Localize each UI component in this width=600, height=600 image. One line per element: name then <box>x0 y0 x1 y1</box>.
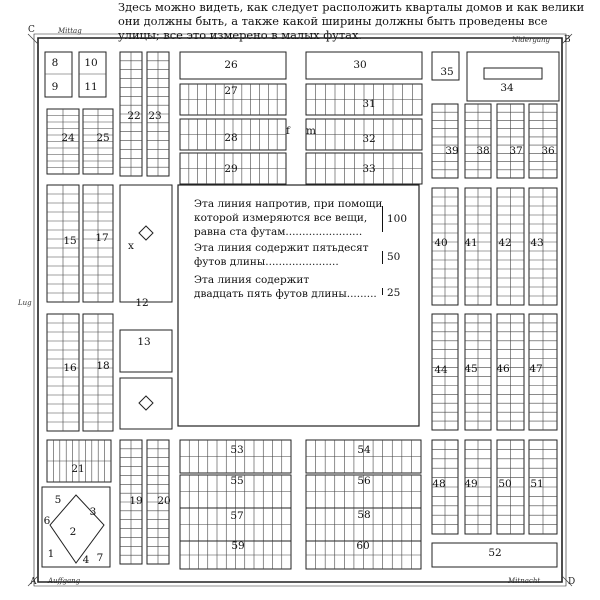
block-label-b48: 48 <box>432 478 446 490</box>
block-label-b56: 56 <box>357 475 371 487</box>
legend-line-1: Эта линия напротив, при помощи <box>194 198 383 210</box>
block-label-b52: 52 <box>488 547 502 559</box>
scale-bar-50 <box>382 251 383 264</box>
block-label-b38: 38 <box>476 145 490 157</box>
block-label-b50: 50 <box>498 478 512 490</box>
legend-line-3: равна ста футам....................... <box>194 226 363 238</box>
block-label-b7: 7 <box>96 552 104 564</box>
block-label-b59: 59 <box>231 540 245 552</box>
block-label-b35: 35 <box>440 66 454 78</box>
block-label-b32: 32 <box>362 133 376 145</box>
corner-bottom-left-word: Auffgang <box>48 577 81 585</box>
block-label-b17: 17 <box>95 232 109 244</box>
block-label-b9: 9 <box>51 81 59 93</box>
block-label-b27: 27 <box>224 85 238 97</box>
scale-legend <box>180 187 418 423</box>
block-label-b4: 4 <box>82 554 90 566</box>
legend-value-25: 25 <box>387 287 401 299</box>
block-label-b31: 31 <box>362 98 376 110</box>
block-label-b1: 1 <box>47 548 55 560</box>
block-label-b20: 20 <box>157 495 171 507</box>
block-label-m: m <box>306 125 316 137</box>
legend-value-50: 50 <box>387 251 401 263</box>
block-label-b3: 3 <box>89 506 97 518</box>
block-label-b10: 10 <box>84 57 98 69</box>
block-label-b53: 53 <box>230 444 244 456</box>
block-label-b54: 54 <box>357 444 371 456</box>
block-label-b55: 55 <box>230 475 244 487</box>
caption-text: Здесь можно видеть, как следует расположить кварталы домов и как велики они должны быть, а также какой ширины должны быть проведены все улицы; все это измерено в малых футах. <box>118 0 585 42</box>
block-label-b41: 41 <box>464 237 478 249</box>
block-label-b6: 6 <box>43 515 51 527</box>
block-label-b8: 8 <box>51 57 59 69</box>
legend-line-6: Эта линия содержит <box>194 274 310 286</box>
block-label-b18: 18 <box>96 360 110 372</box>
block-label-b60: 60 <box>356 540 370 552</box>
block-label-b11: 11 <box>84 81 98 93</box>
block-label-b37: 37 <box>509 145 523 157</box>
corner-top-right-letter: B <box>564 35 571 45</box>
block-label-b24: 24 <box>61 132 75 144</box>
block-label-b45: 45 <box>464 363 478 375</box>
block-label-b57: 57 <box>230 510 244 522</box>
block-label-b51: 51 <box>530 478 544 490</box>
block-label-b40: 40 <box>434 237 448 249</box>
block-label-b12: 12 <box>135 297 149 309</box>
block-label-b26: 26 <box>224 59 238 71</box>
block-label-b5: 5 <box>54 494 62 506</box>
corner-bottom-left-letter: A <box>30 577 37 587</box>
block-label-b34: 34 <box>500 82 514 94</box>
legend-line-2: которой измеряются все вещи, <box>194 212 368 224</box>
block-label-b58: 58 <box>357 509 371 521</box>
block-label-b25: 25 <box>96 132 110 144</box>
scale-bar-100 <box>382 206 383 232</box>
block-label-b23: 23 <box>148 110 162 122</box>
block-label-b42: 42 <box>498 237 512 249</box>
scale-bar-25 <box>382 288 383 295</box>
block-label-b13: 13 <box>137 336 151 348</box>
block-label-b43: 43 <box>530 237 544 249</box>
block-label-b44: 44 <box>434 364 448 376</box>
block-label-b19: 19 <box>129 495 143 507</box>
block-label-b30: 30 <box>353 59 367 71</box>
corner-top-left-word: Mittag <box>58 27 82 35</box>
block-label-b29: 29 <box>224 163 238 175</box>
legend-line-7: двадцать пять футов длины......... <box>194 288 377 300</box>
block-label-f: f <box>286 125 290 137</box>
block-label-b21: 21 <box>71 463 85 475</box>
legend-line-4: Эта линия содержит пятьдесят <box>194 242 369 254</box>
block-label-b47: 47 <box>529 363 543 375</box>
corner-bottom-right-letter: D <box>568 577 576 587</box>
city-block <box>45 52 72 97</box>
left-side-word: Lug <box>18 299 32 307</box>
block-label-b36: 36 <box>541 145 555 157</box>
block-label-b22: 22 <box>127 110 141 122</box>
legend-line-5: футов длины...................... <box>194 256 339 268</box>
city-block <box>484 68 542 79</box>
corner-top-right-word: Nidergang <box>512 36 550 44</box>
block-label-b49: 49 <box>464 478 478 490</box>
corner-top-left-letter: C <box>28 25 35 35</box>
block-label-b28: 28 <box>224 132 238 144</box>
block-label-b2: 2 <box>69 526 77 538</box>
corner-bottom-right-word: Mitnacht <box>508 577 541 585</box>
block-label-b33: 33 <box>362 163 376 175</box>
block-label-b16: 16 <box>63 362 77 374</box>
block-label-b15: 15 <box>63 235 77 247</box>
block-label-b39: 39 <box>445 145 459 157</box>
block-label-b46: 46 <box>496 363 510 375</box>
legend-value-100: 100 <box>387 213 408 225</box>
block-label-x: x <box>128 240 134 252</box>
